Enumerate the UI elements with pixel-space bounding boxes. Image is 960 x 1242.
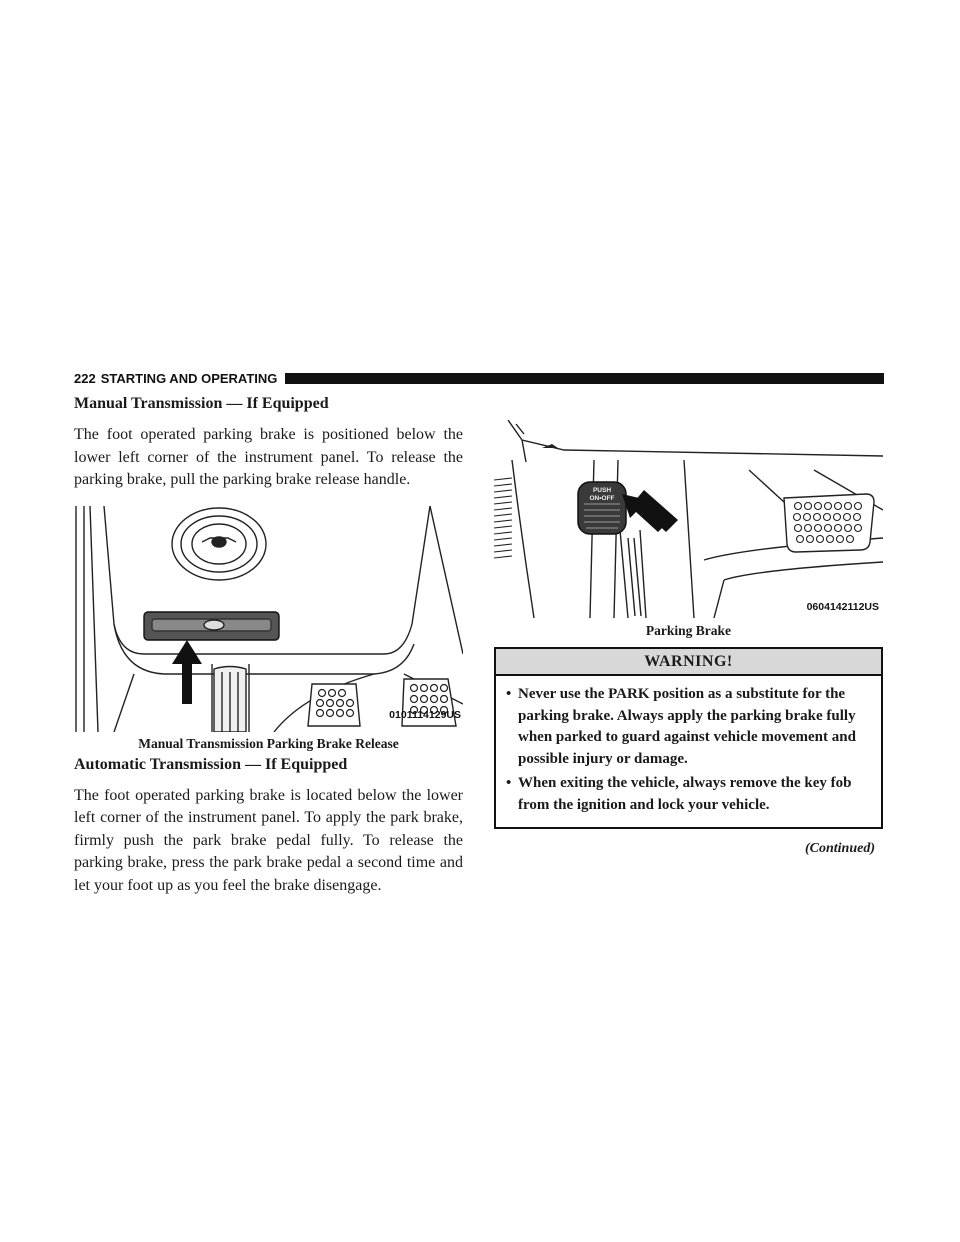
header-rule — [285, 373, 884, 384]
page-number: 222 — [74, 370, 96, 386]
parking-brake-drawing — [494, 420, 883, 618]
page-header — [74, 368, 884, 388]
warning-bullet: • — [506, 686, 512, 702]
pedal-label-push: PUSH — [592, 487, 612, 494]
warning-item — [506, 684, 875, 770]
warning-title: WARNING! — [496, 649, 881, 676]
pedal-label-onoff: ON•OFF — [589, 495, 615, 502]
automatic-transmission-text: The foot operated parking brake is located below the lower left corner of the instrument panel. To apply the park brake, firmly push the park brake pedal fully. To release the parking brake, press the park brake pedal a second time and let your foot up as you feel the brake disengage. — [74, 786, 463, 894]
manual-figure-code: 0101114129US — [389, 708, 461, 721]
warning-item-text: When exiting the vehicle, always remove the key fob from the ignition and lock your vehicle. — [518, 775, 852, 813]
warning-item-text: Never use the PARK position as a substitute for the parking brake. Always apply the parking brake fully when parked to guard against vehicle movement and possible injury or damage. — [518, 686, 856, 767]
left-column — [74, 395, 463, 897]
parking-brake-illustration — [494, 420, 883, 618]
warning-box — [494, 647, 883, 829]
manual-brake-release-illustration — [74, 504, 463, 732]
warning-bullet: • — [506, 775, 512, 791]
automatic-transmission-heading: Automatic Transmission — If Equipped — [74, 755, 348, 773]
warning-list — [496, 676, 881, 827]
continued-note: (Continued) — [804, 841, 875, 856]
section-title: STARTING AND OPERATING — [100, 370, 278, 386]
manual-transmission-text: The foot operated parking brake is positioned below the lower left corner of the instrument panel. To release the parking brake, pull the parking brake release handle. — [74, 426, 463, 488]
manual-brake-release-drawing — [74, 504, 463, 732]
parking-figure-code: 0604142112US — [806, 601, 879, 613]
manual-figure-caption: Manual Transmission Parking Brake Release — [138, 735, 399, 751]
parking-figure-caption: Parking Brake — [645, 623, 732, 638]
warning-item — [506, 773, 875, 816]
right-column — [494, 420, 883, 857]
manual-transmission-heading: Manual Transmission — If Equipped — [74, 395, 329, 412]
